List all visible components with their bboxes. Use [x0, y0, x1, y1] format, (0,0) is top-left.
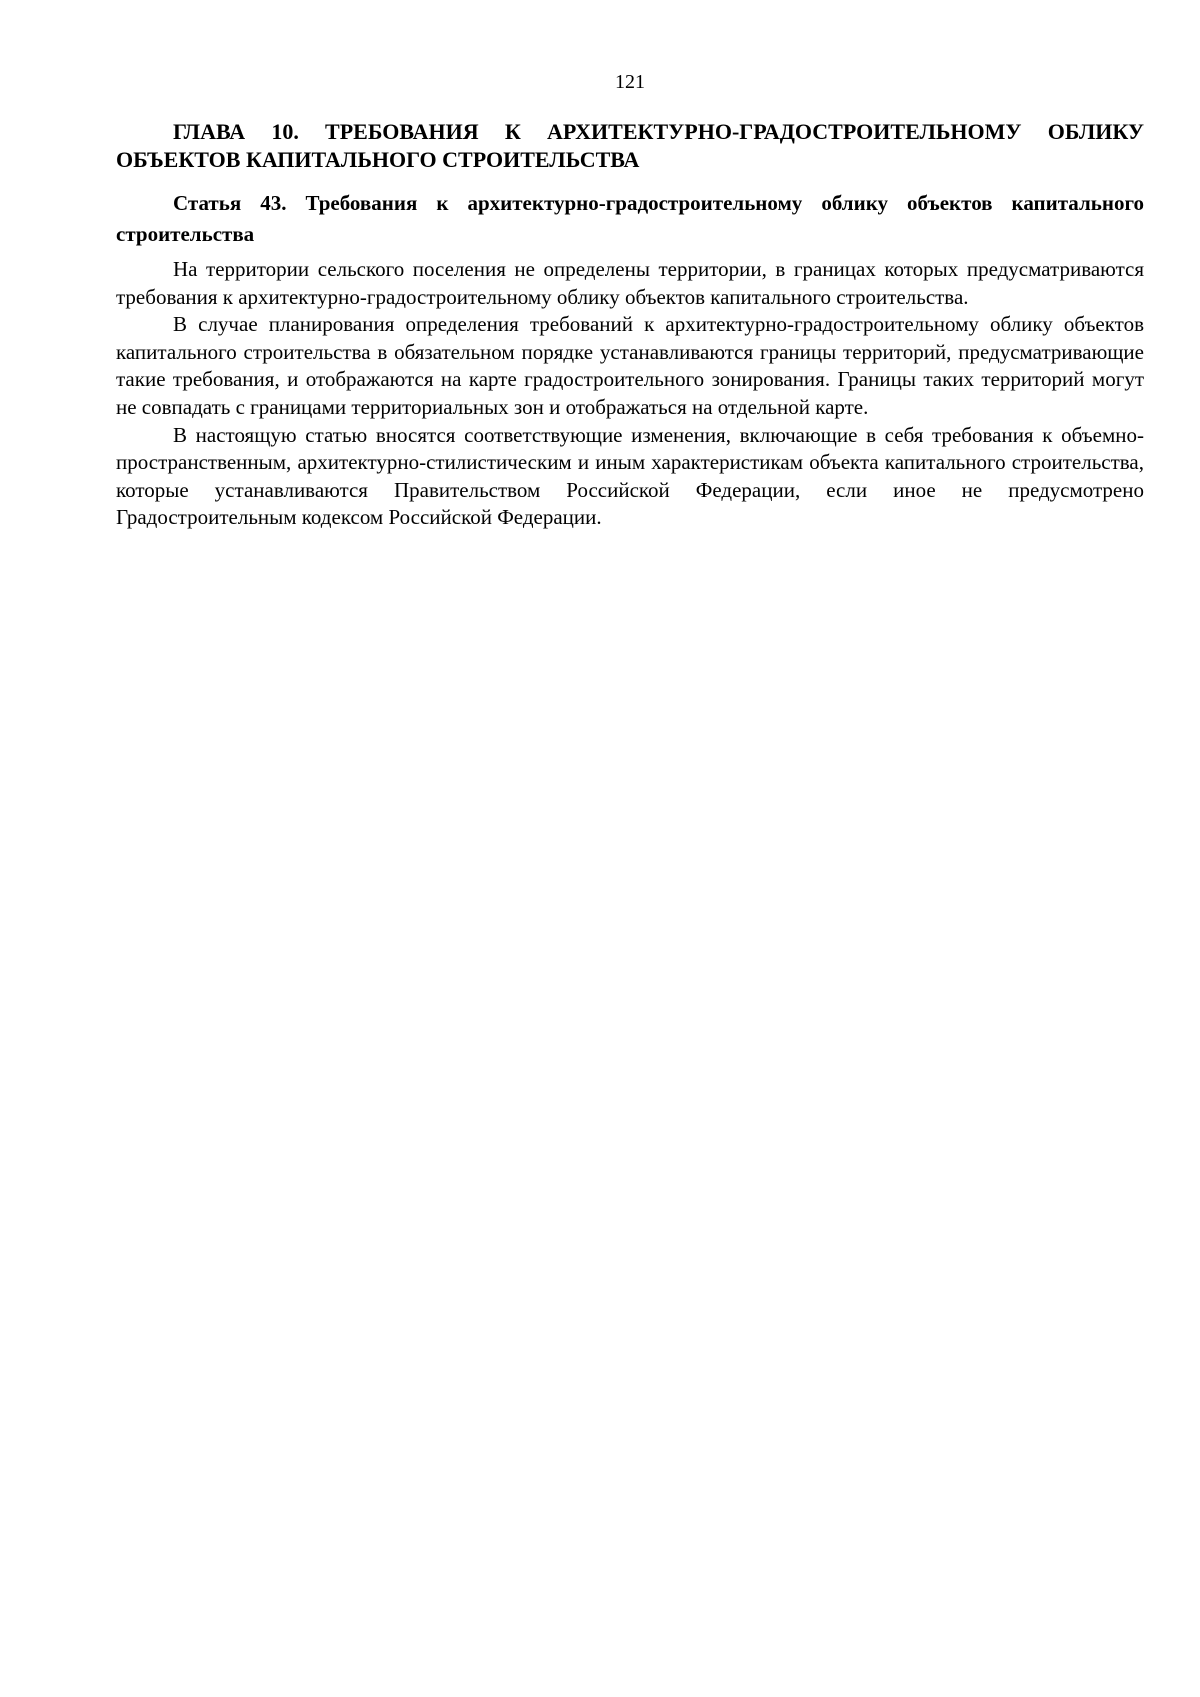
- paragraph: В настоящую статью вносятся соответствующие изменения, включающие в себя требования к объемно-пространственным, архитектурно-стилистическим и иным характеристикам объекта капитального строительства, которые устанавливаются Правительством Российской Федерации, если иное не предусмотрено Градостроительным кодексом Российской Федерации.: [116, 422, 1144, 530]
- chapter-title: ГЛАВА 10. ТРЕБОВАНИЯ К АРХИТЕКТУРНО-ГРАДОСТРОИТЕЛЬНОМУ ОБЛИКУ ОБЪЕКТОВ КАПИТАЛЬНОГО СТРОИТЕЛЬСТВА: [116, 119, 1144, 172]
- paragraph: На территории сельского поселения не определены территории, в границах которых предусматриваются требования к архитектурно-градостроительному облику объектов капитального строительства.: [116, 257, 1144, 309]
- page-number: 121: [615, 71, 645, 93]
- paragraph: В случае планирования определения требований к архитектурно-градостроительному облику объектов капитального строительства в обязательном порядке устанавливаются границы территорий, предусматривающие такие требования, и отображаются на карте градостроительного зонирования. Границы таких территорий могут не совпадать с границами территориальных зон и отображаться на отдельной карте.: [116, 312, 1144, 419]
- article-title: Статья 43. Требования к архитектурно-градостроительному облику объектов капитального строительства: [116, 191, 1144, 246]
- article-body: [116, 256, 1144, 532]
